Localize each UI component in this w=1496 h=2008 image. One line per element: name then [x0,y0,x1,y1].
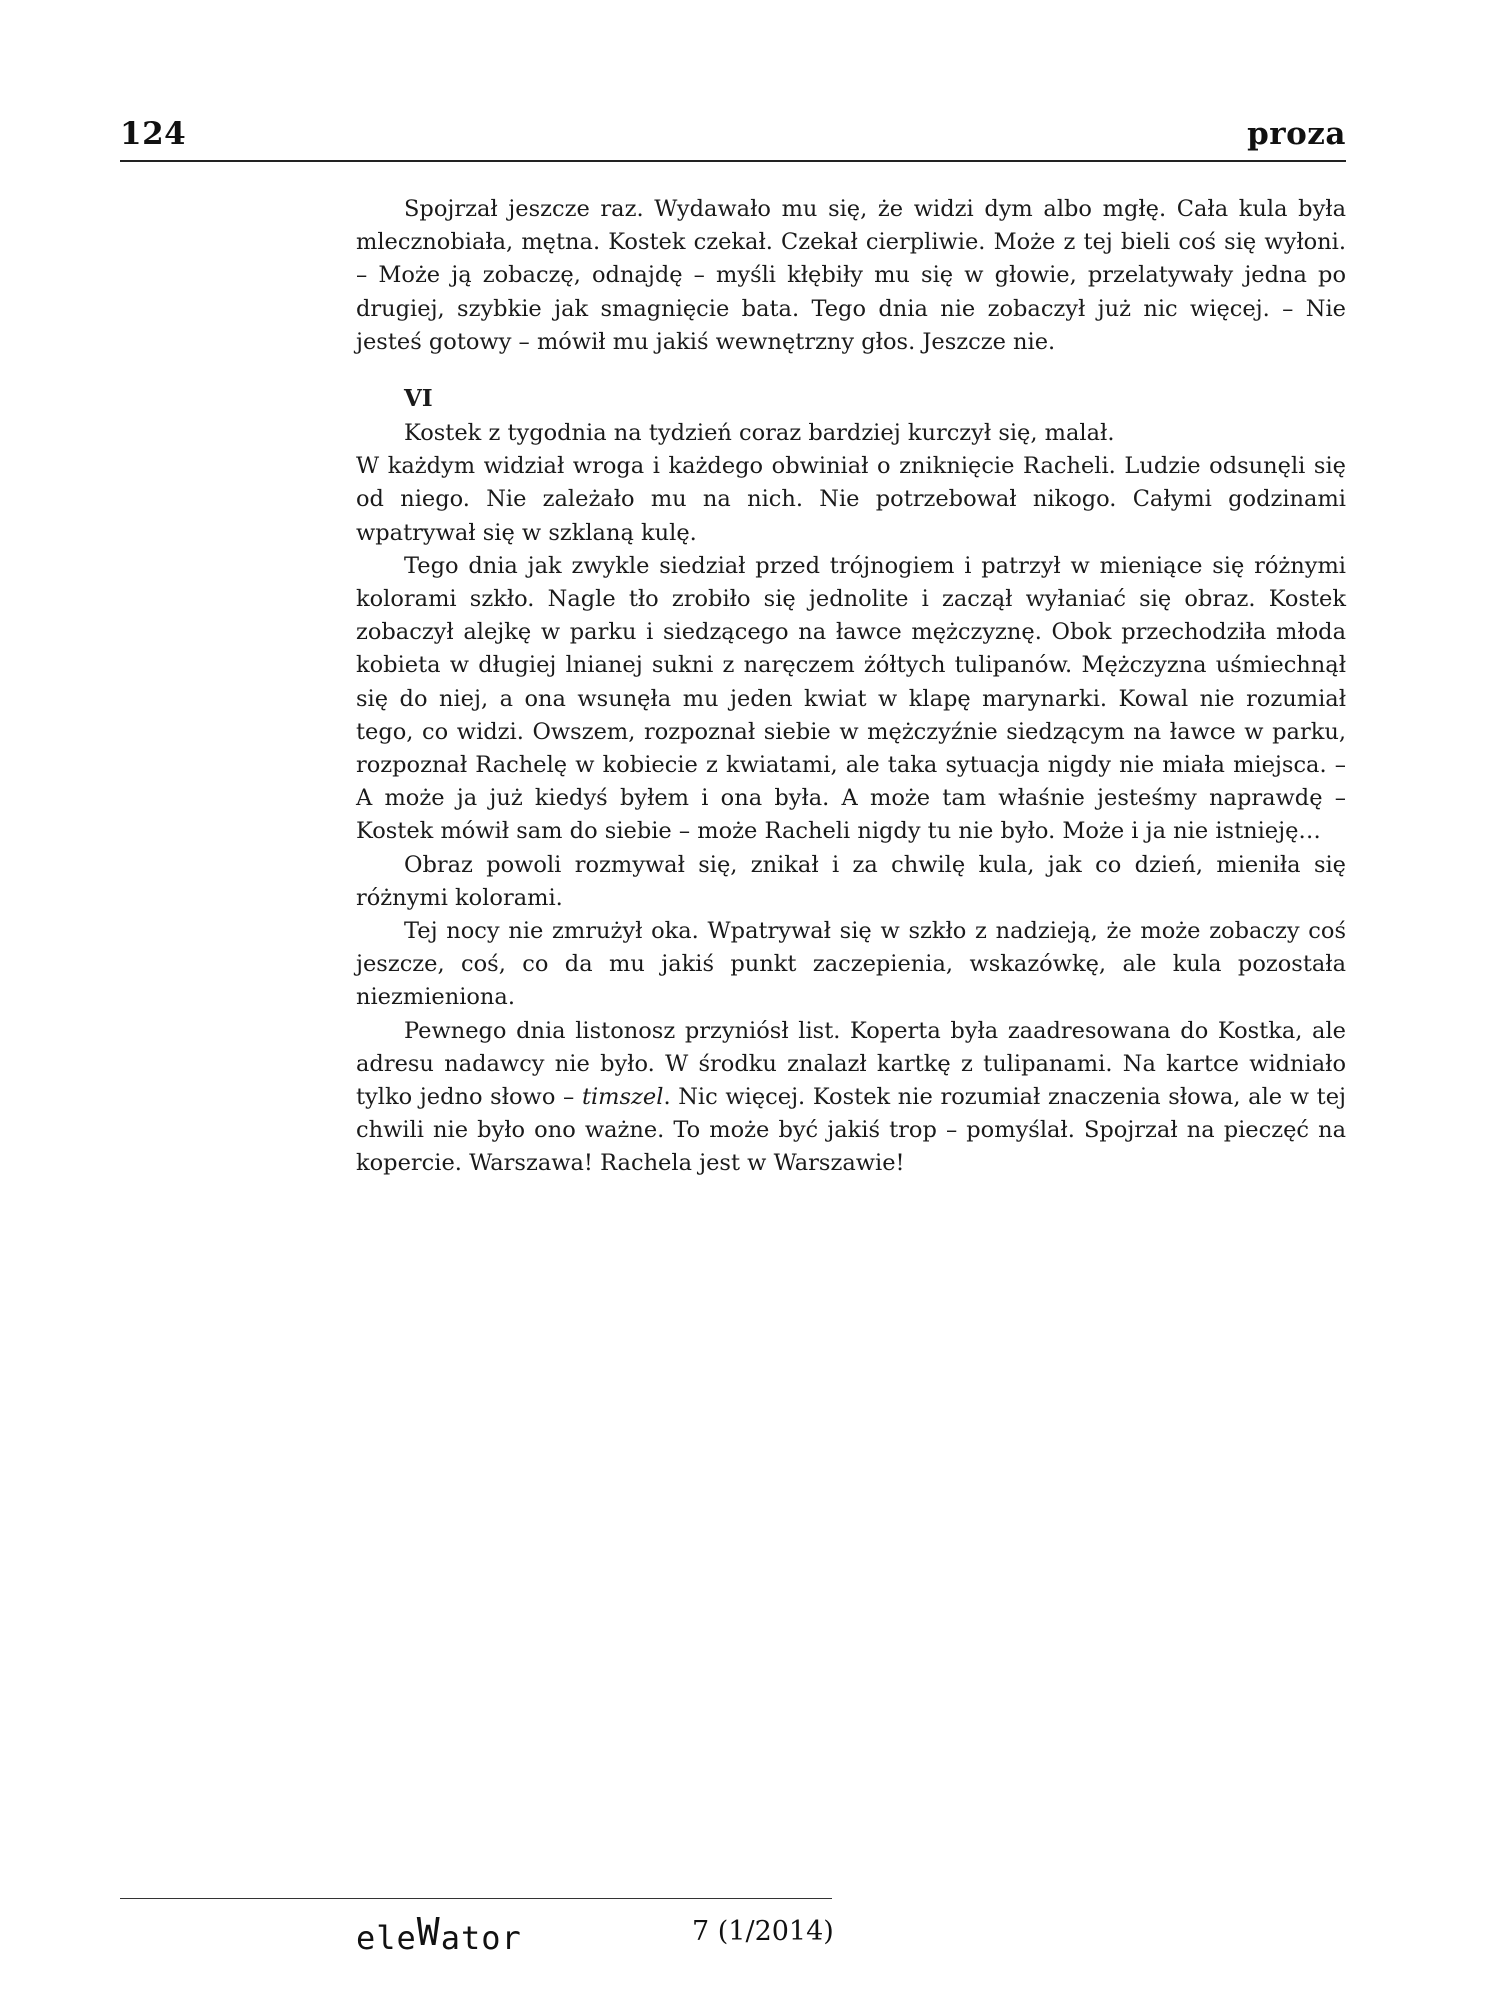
page-number: 124 [120,116,187,152]
paragraph: Spojrzał jeszcze raz. Wydawało mu się, że widzi dym albo mgłę. Cała kula była mlecznobiała, mętna. Kostek czekał. Czekał cierpliwie. Może z tej bieli coś się wyłoni. – Może ją zobaczę, odnajdę – myśli kłębiły mu się w głowie, przelatywały jedna po drugiej, szybkie jak smagnięcie bata. Tego dnia nie zobaczył już nic więcej. – Nie jesteś gotowy – mówił mu jakiś wewnętrzny głos. Jeszcze nie. [356,196,1346,355]
logo-prefix: ele [356,1919,417,1957]
paragraph-text: . Nic więcej. Kostek nie rozumiał znaczenia słowa, ale w tej chwili nie było ono ważne. To może być jakiś trop – pomyślał. Spojrzał na pieczęć na kopercie. Warszawa! Rachela jest w Warszawie! [356,1084,1346,1177]
page-header [120,112,1346,162]
chapter-heading: VI [404,385,433,413]
magazine-logo [356,1910,522,1958]
paragraph: Tego dnia jak zwykle siedział przed trójnogiem i patrzył w mieniące się różnymi kolorami szkło. Nagle tło zrobiło się jednolite i zaczął wyłaniać się obraz. Kostek zobaczył alejkę w parku i siedzącego na ławce mężczyznę. Obok przechodziła młoda kobieta w długiej lnianej sukni z naręczem żółtych tulipanów. Mężczyzna uśmiechnął się do niej, a ona wsunęła mu jeden kwiat w klapę marynarki. Kowal nie rozumiał tego, co widzi. Owszem, rozpoznał siebie w mężczyźnie siedzącym na ławce w parku, rozpoznał Rachelę w kobiecie z kwiatami, ale taka sytuacja nigdy nie miała miejsca. – A może ja już kiedyś byłem i ona była. A może tam właśnie jesteśmy naprawdę – Kostek mówił sam do siebie – może Racheli nigdy tu nie było. Może i ja nie istnieję… [356,552,1346,845]
logo-capital: W [416,1910,441,1954]
paragraph: Kostek z tygodnia na tydzień coraz bardziej kurczył się, malał. [404,420,1115,447]
article-body [356,193,1346,1181]
italic-word: timszel [581,1084,664,1111]
footer-divider [120,1898,832,1899]
paragraph: Obraz powoli rozmywał się, znikał i za chwilę kula, jak co dzień, mieniła się różnymi kolorami. [356,851,1346,911]
paragraph [356,1015,1346,1181]
paragraph: W każdym widział wroga i każdego obwiniał o zniknięcie Racheli. Ludzie odsunęli się od niego. Nie zależało mu na nich. Nie potrzebował nikogo. Całymi godzinami wpatrywał się w szklaną kulę. [356,453,1346,546]
logo-suffix: ator [440,1919,522,1957]
paragraph: Tej nocy nie zmrużył oka. Wpatrywał się w szkło z nadzieją, że może zobaczy coś jeszcze, coś, co da mu jakiś punkt zaczepienia, wskazówkę, ale kula pozostała niezmieniona. [356,918,1346,1011]
section-title: proza [1247,116,1346,152]
paragraph-text: Pewnego dnia listonosz przyniósł list. Koperta była zaadresowana do Kostka, ale adresu nadawcy nie było. W środku znalazł kartkę z tulipanami. Na kartce widniało tylko jedno słowo – [356,1017,1346,1111]
issue-number: 7 (1/2014) [692,1916,834,1947]
